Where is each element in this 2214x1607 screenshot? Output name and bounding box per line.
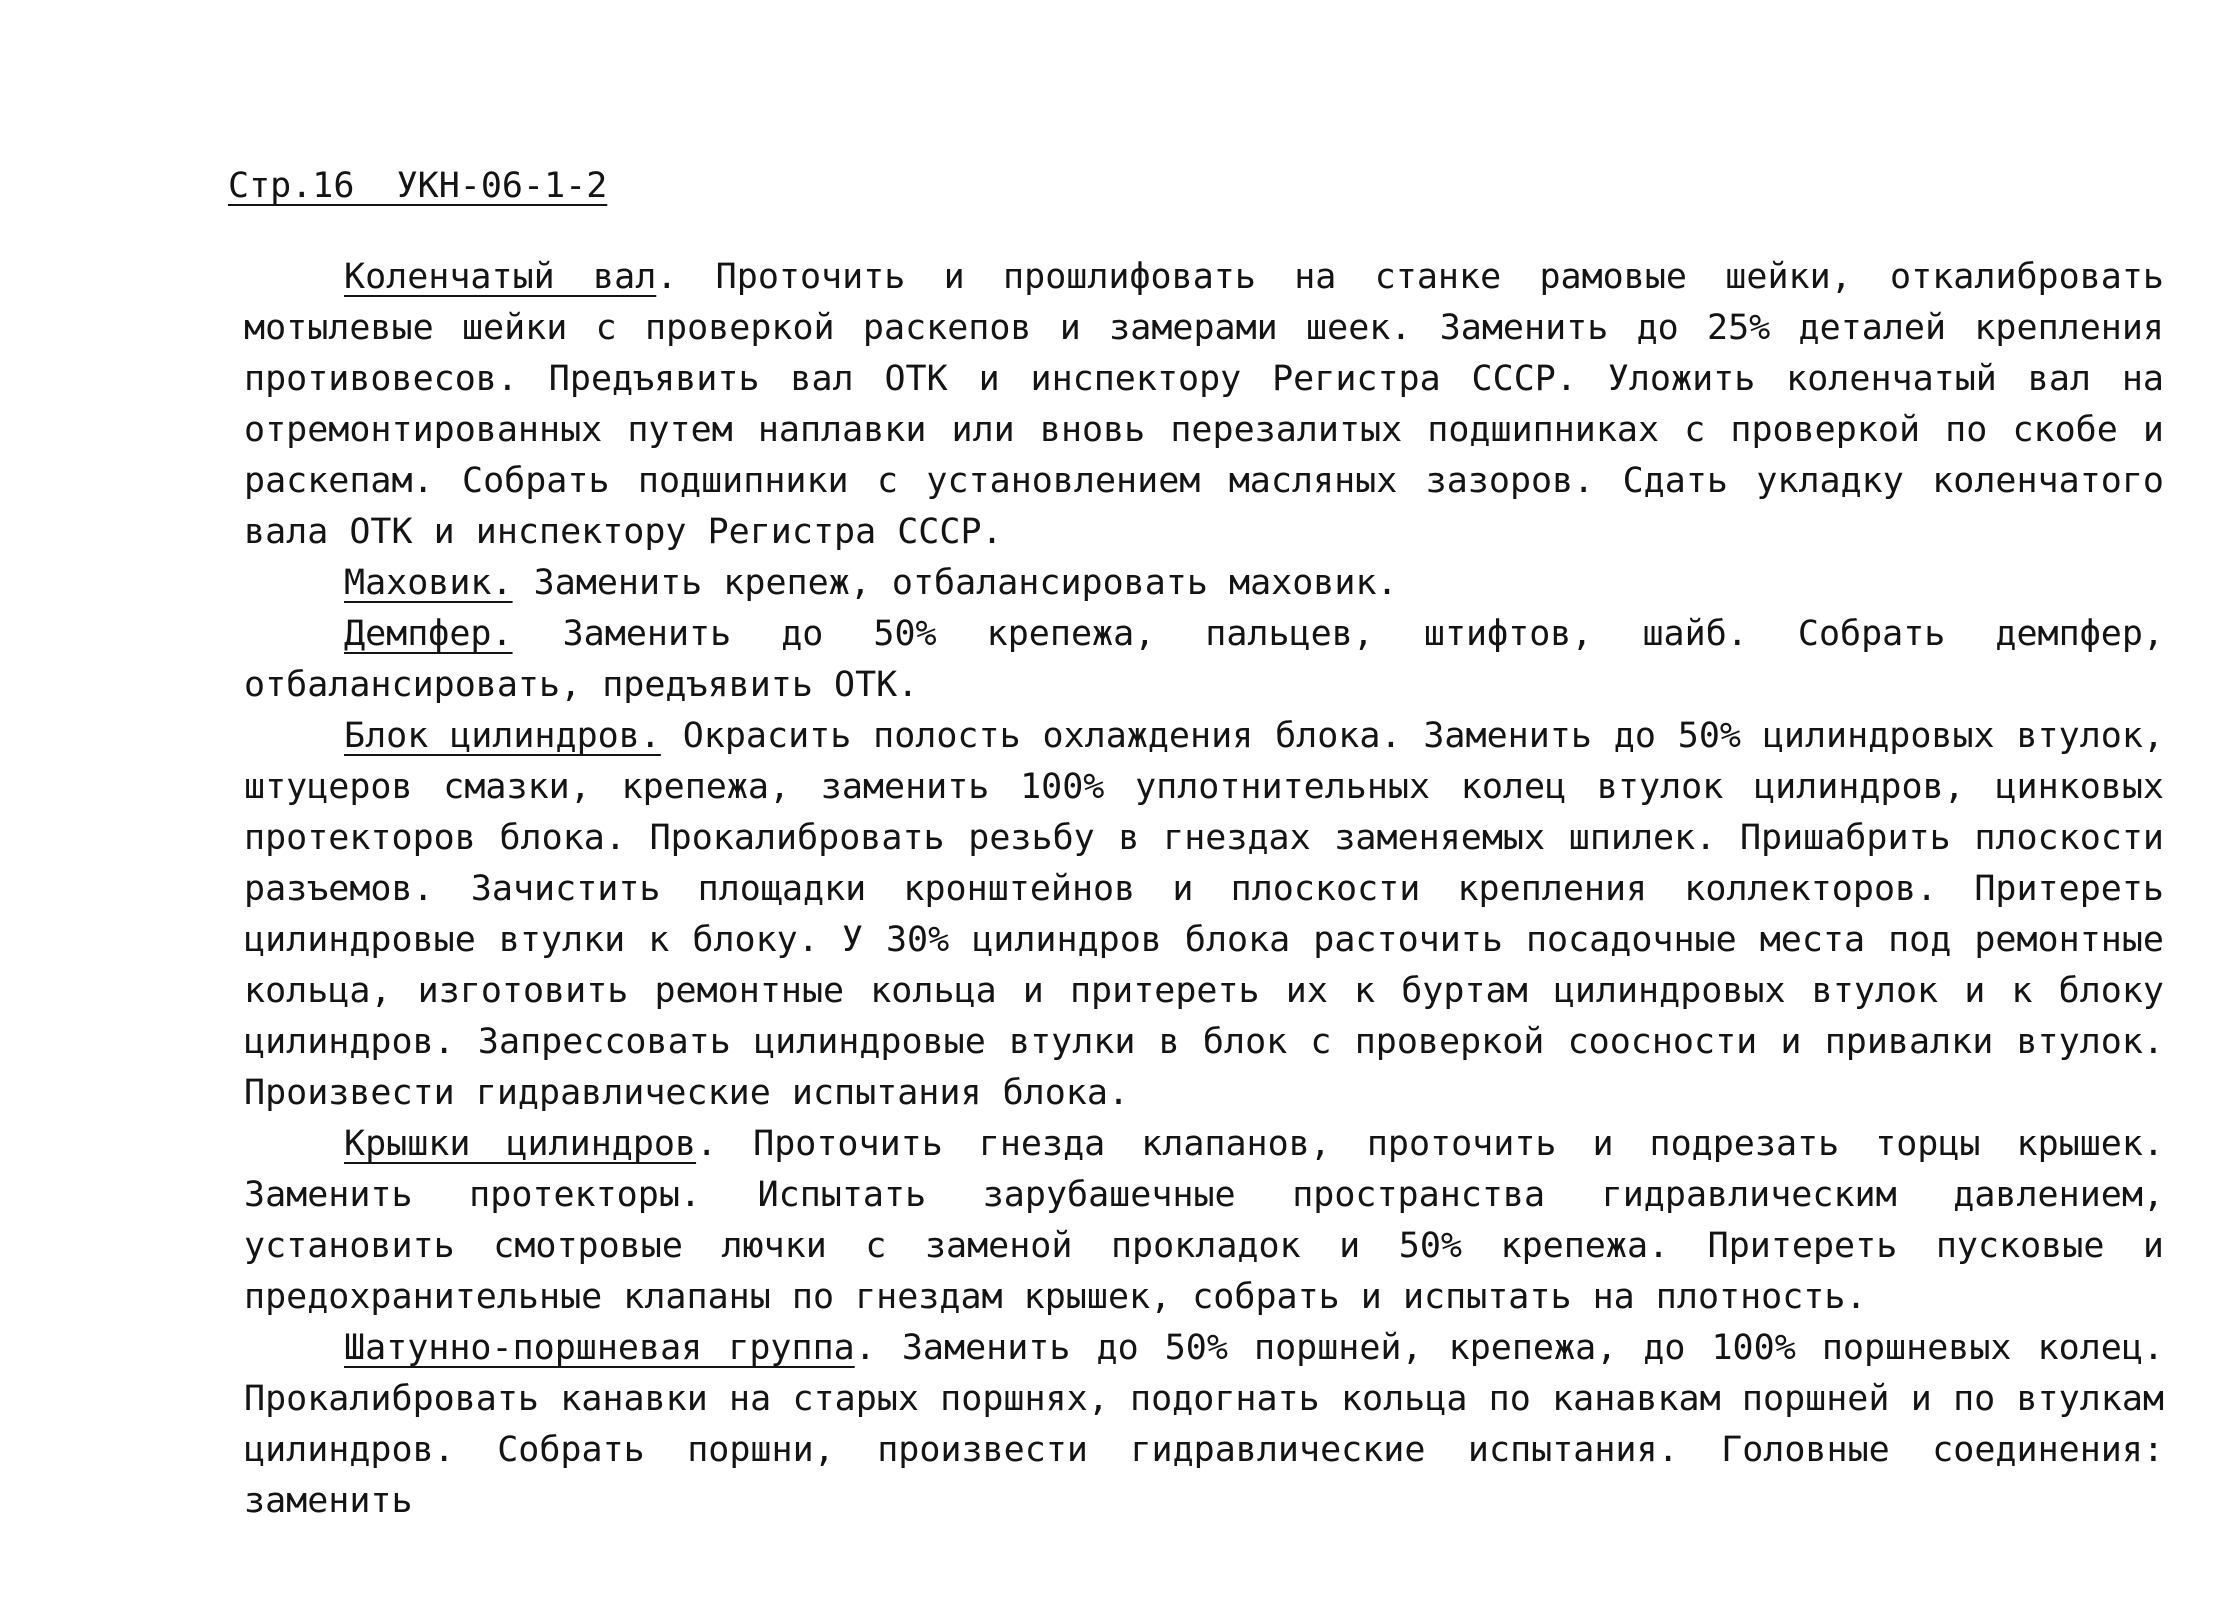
paragraph-damper [244,609,2164,711]
paragraph-cylinder-heads [244,1119,2164,1323]
section-heading-connecting-rod-piston-group: Шатунно-поршневая группа [344,1328,855,1368]
paragraph-connecting-rod-piston-group [244,1323,2164,1527]
heading-punctuation: . [696,1124,718,1164]
section-heading-damper: Демпфер. [344,614,513,654]
paragraph-text: Проточить и прошлифовать на станке рамовые шейки, откалибровать мотылевые шейки с проверкой раскепов и замерами шеек. Заменить до 25% деталей крепления противовесов. Предъявить вал ОТК и инспектору Регистра СССР. Уложить коленчатый вал на отремонтированных путем наплавки или вновь перезалитых подшипниках с проверкой по скобе и раскепам. Собрать подшипники с установлением масляных зазоров. Сдать укладку коленчатого вала ОТК и инспектору Регистра СССР. [244,257,2164,552]
section-heading-cylinder-block: Блок цилиндров. [344,716,661,756]
paragraph-text: Окрасить полость охлаждения блока. Заменить до 50% цилиндровых втулок, штуцеров смазки, крепежа, заменить 100% уплотнительных колец втулок цилиндров, цинковых протекторов блока. Прокалибровать резьбу в гнездах заменяемых шпилек. Пришабрить плоскости разъемов. Зачистить площадки кронштейнов и плоскости крепления коллекторов. Притереть цилиндровые втулки к блоку. У 30% цилиндров блока расточить посадочные места под ремонтные кольца, изготовить ремонтные кольца и притереть их к буртам цилиндровых втулок и к блоку цилиндров. Запрессовать цилиндровые втулки в блок с проверкой соосности и привалки втулок. Произвести гидравлические испытания блока. [244,716,2164,1113]
section-heading-crankshaft: Коленчатый вал [344,257,657,297]
heading-punctuation: . [854,1328,876,1368]
paragraph-flywheel [244,558,2164,609]
paragraph-text: Заменить до 50% поршней, крепежа, до 100% поршневых колец. Прокалибровать канавки на старых поршнях, подогнать кольца по канавкам поршней и по втулкам цилиндров. Собрать поршни, произвести гидравлические испытания. Головные соединения: заменить [244,1328,2164,1521]
document-body [244,252,2164,1527]
paragraph-cylinder-block [244,711,2164,1119]
section-heading-cylinder-heads: Крышки цилиндров [344,1124,697,1164]
paragraph-text: Заменить крепеж, отбалансировать маховик. [512,563,1398,603]
heading-punctuation: . [656,257,678,297]
paragraph-crankshaft [244,252,2164,558]
section-heading-flywheel: Маховик. [344,563,513,603]
paragraph-text: Проточить гнезда клапанов, проточить и подрезать торцы крышек. Заменить протекторы. Испытать зарубашечные пространства гидравлическим давлением, установить смотровые лючки с заменой прокладок и 50% крепежа. Притереть пусковые и предохранительные клапаны по гнездам крышек, собрать и испытать на плотность. [244,1124,2164,1317]
page-header: Стр.16 УКН-06-1-2 [228,166,608,206]
paragraph-text: Заменить до 50% крепежа, пальцев, штифтов, шайб. Собрать демпфер, отбалансировать, предъявить ОТК. [244,614,2164,705]
